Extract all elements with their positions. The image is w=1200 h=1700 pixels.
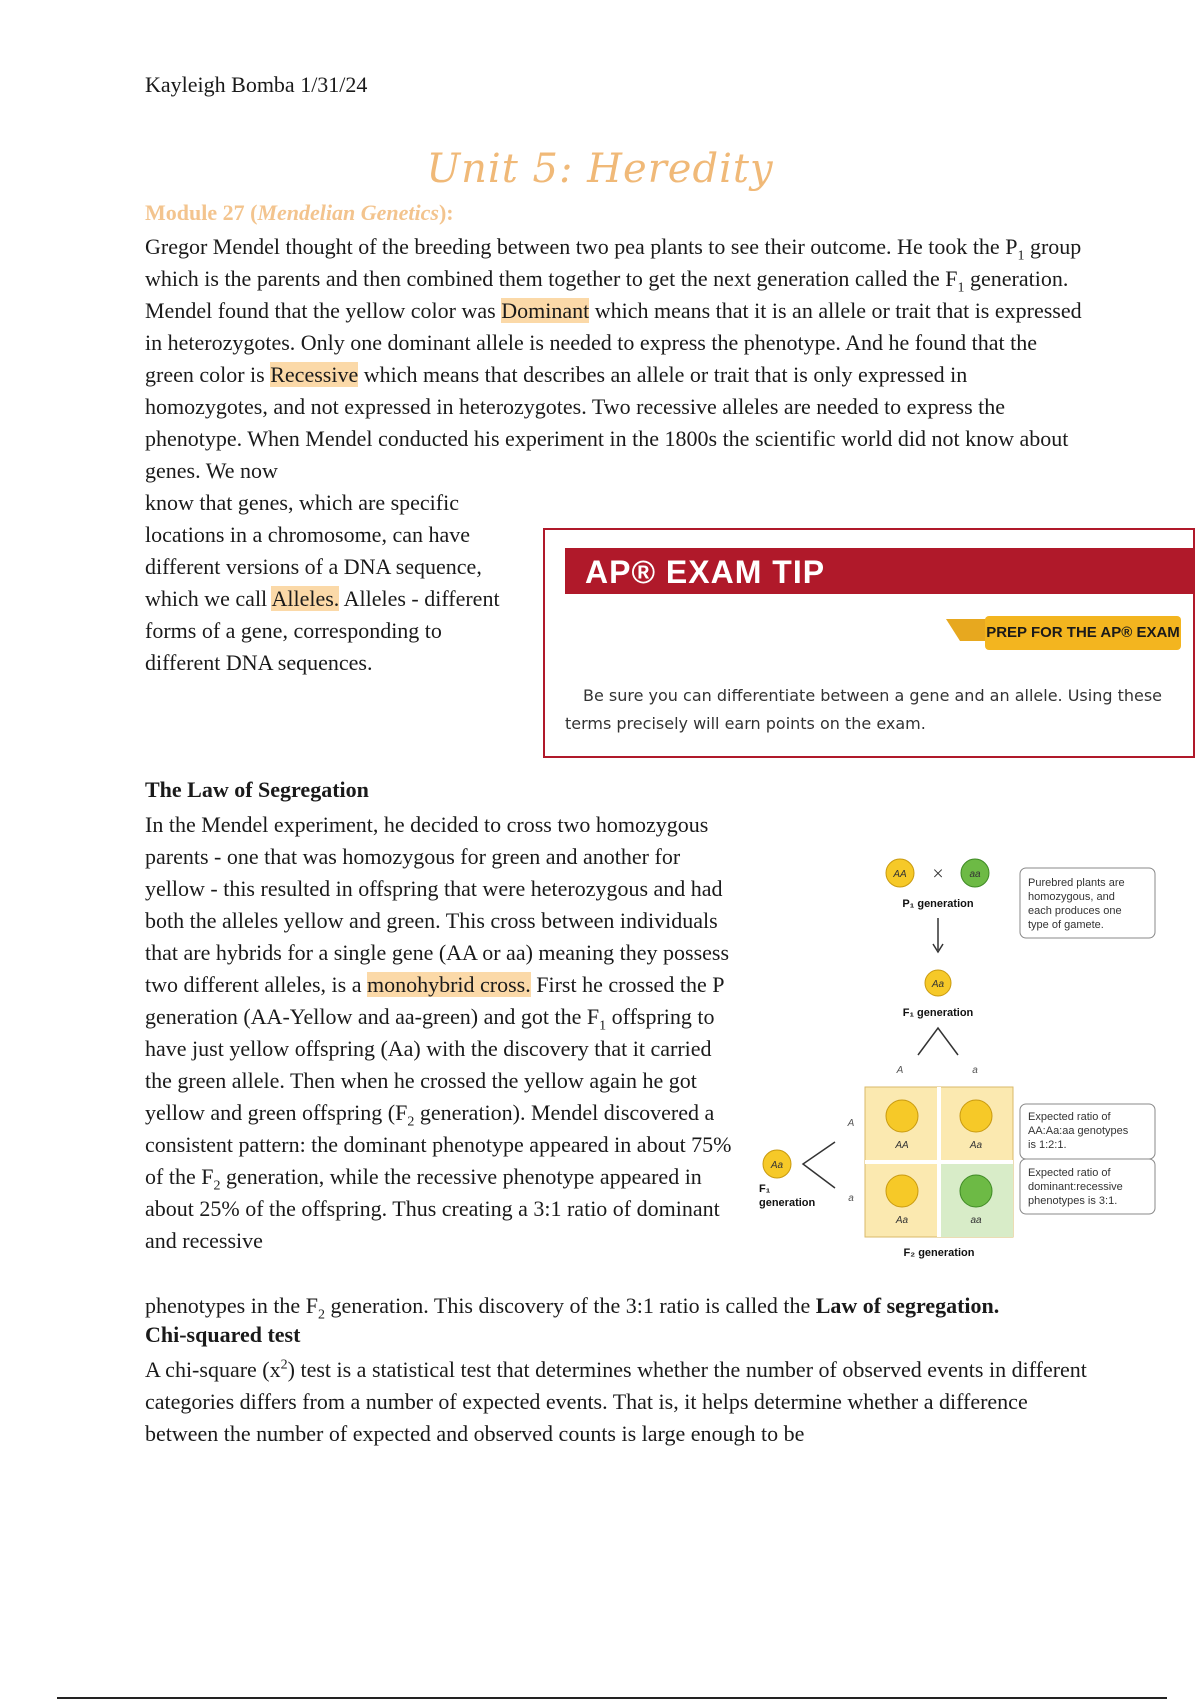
allele-label: A: [896, 1065, 904, 1076]
law-text: In the Mendel experiment, he decided to cross two homozygous parents - one that was homozygous for green and another for yellow - this resulted in offspring that were heterozygous and had both the alleles yellow and green. This cross between individuals that are hybrids for a single gene (AA or aa) meaning they possess two different alleles, is a: [145, 812, 730, 997]
punnett-label: Aa: [895, 1215, 909, 1226]
highlight-alleles: Alleles.: [271, 586, 340, 611]
tip-title-bar: [565, 548, 1193, 594]
subscript: 1: [957, 280, 965, 296]
pea-yellow-icon: [886, 1175, 918, 1207]
note-line: Purebred plants are: [1028, 877, 1125, 889]
author-date: Kayleigh Bomba 1/31/24: [145, 72, 368, 97]
law-text: generation). Mendel discovered a consistent pattern: the dominant phenotype appeared in about 75% of the F: [145, 1100, 732, 1189]
superscript: 2: [280, 1357, 288, 1373]
module-italic: Mendelian Genetics: [257, 200, 439, 225]
unit-title: Unit 5: Heredity: [426, 146, 774, 192]
highlight-dominant: Dominant: [501, 298, 590, 323]
law-text: phenotypes in the F: [145, 1293, 318, 1318]
pea-label: Aa: [770, 1160, 784, 1171]
allele-label: A: [847, 1118, 855, 1129]
punnett-label: Aa: [969, 1140, 983, 1151]
note-line: each produces one: [1028, 905, 1122, 917]
pea-label: aa: [969, 869, 981, 880]
intro-text: know that genes, which are specific locations in a chromosome, can have different versions of a DNA sequence, which we call: [145, 490, 482, 611]
punnett-label: aa: [970, 1215, 982, 1226]
split-arrow-icon: [803, 1142, 835, 1188]
intro-continued: [145, 487, 520, 679]
law-text: generation, while the recessive phenotype appeared in about 25% of the offspring. Thus creating a 3:1 ratio of dominant and recessive: [145, 1164, 720, 1253]
highlight-monohybrid: monohybrid cross.: [366, 972, 531, 997]
split-arrow-icon: [918, 1028, 958, 1055]
tip-title: AP® EXAM TIP: [585, 554, 826, 590]
highlight-recessive: Recessive: [270, 362, 359, 387]
note-line: dominant:recessive: [1028, 1181, 1123, 1193]
law-heading: The Law of Segregation: [145, 777, 369, 802]
subscript: 2: [317, 1307, 325, 1323]
pea-label: AA: [893, 869, 907, 880]
chi-text: A chi-square (x: [145, 1357, 281, 1382]
law-name-bold: Law of segregation.: [815, 1293, 1000, 1318]
badge-arrow-icon: [946, 619, 986, 641]
law-text: offspring to have just yellow offspring (Aa) with the discovery that it carried the green allele. Then when he crossed the yellow again he got yellow and green offspring (F: [145, 1004, 715, 1125]
cross-symbol: ×: [932, 863, 944, 885]
allele-label: a: [972, 1065, 978, 1076]
mendel-cross-diagram: [755, 850, 1165, 1270]
pea-green-icon: [960, 1175, 992, 1207]
note-line: Expected ratio of: [1028, 1167, 1111, 1179]
note-line: is 1:2:1.: [1028, 1139, 1067, 1151]
intro-text: generation. Mendel found that the yellow color was: [145, 266, 1069, 323]
note-line: AA:Aa:aa genotypes: [1028, 1125, 1129, 1137]
f2-generation-label: F₂ generation: [903, 1247, 975, 1259]
chi-paragraph: [145, 1354, 1095, 1450]
intro-text: group which is the parents and then combined them together to get the next generation called the F: [145, 234, 1082, 291]
subscript: 2: [407, 1114, 415, 1130]
intro-text: which means that it is an allele or trait that is expressed in heterozygotes. Only one dominant allele is needed to express the phenotype. And he found that the green color is: [145, 298, 1082, 387]
f1-label: generation: [759, 1197, 816, 1209]
bottom-rule: [57, 1697, 1167, 1699]
intro-text: which means that describes an allele or trait that is only expressed in homozygotes, and not expressed in heterozygotes. Two recessive alleles are needed to express the phenotype. When Mendel conducted his experiment in the 1800s the scientific world did not know about genes. We now: [145, 362, 1069, 483]
law-text: First he crossed the P generation (AA-Yellow and aa-green) and got the F: [145, 972, 724, 1029]
f1-label: F₁: [759, 1183, 771, 1195]
pea-yellow-icon: [886, 1100, 918, 1132]
pea-yellow-icon: [960, 1100, 992, 1132]
note-line: phenotypes is 3:1.: [1028, 1195, 1118, 1207]
module-prefix: Module 27 (: [145, 200, 258, 225]
note-line: Expected ratio of: [1028, 1111, 1111, 1123]
intro-text: Alleles - different forms of a gene, corresponding to different DNA sequences.: [145, 586, 500, 675]
punnett-label: AA: [895, 1140, 909, 1151]
intro-paragraph: [145, 231, 1085, 487]
prep-badge: PREP FOR THE AP® EXAM: [985, 616, 1181, 650]
f1-generation-label: F₁ generation: [902, 1007, 974, 1019]
p-generation-label: P₁ generation: [902, 898, 974, 910]
subscript: 1: [1017, 248, 1025, 264]
chi-text: ) test is a statistical test that determines whether the number of observed events in different categories differs from a number of expected events. That is, it helps determine whether a difference between the number of expected and observed counts is large enough to be: [145, 1357, 1087, 1446]
note-line: type of gamete.: [1028, 919, 1104, 931]
law-conclusion: [145, 1290, 1105, 1322]
subscript: 2: [213, 1178, 221, 1194]
pea-label: Aa: [931, 979, 945, 990]
law-paragraph: [145, 809, 735, 1257]
ap-exam-tip-box: [543, 528, 1195, 758]
note-line: homozygous, and: [1028, 891, 1115, 903]
subscript: 1: [599, 1018, 607, 1034]
chi-heading: Chi-squared test: [145, 1322, 301, 1347]
intro-text: Gregor Mendel thought of the breeding between two pea plants to see their outcome. He took the P: [145, 234, 1018, 259]
tip-text: Be sure you can differentiate between a gene and an allele. Using these terms precisely will earn points on the exam.: [565, 686, 1163, 733]
module-suffix: ):: [438, 200, 454, 225]
law-text: generation. This discovery of the 3:1 ratio is called the: [324, 1293, 816, 1318]
module-heading: [145, 200, 454, 226]
allele-label: a: [848, 1193, 854, 1204]
